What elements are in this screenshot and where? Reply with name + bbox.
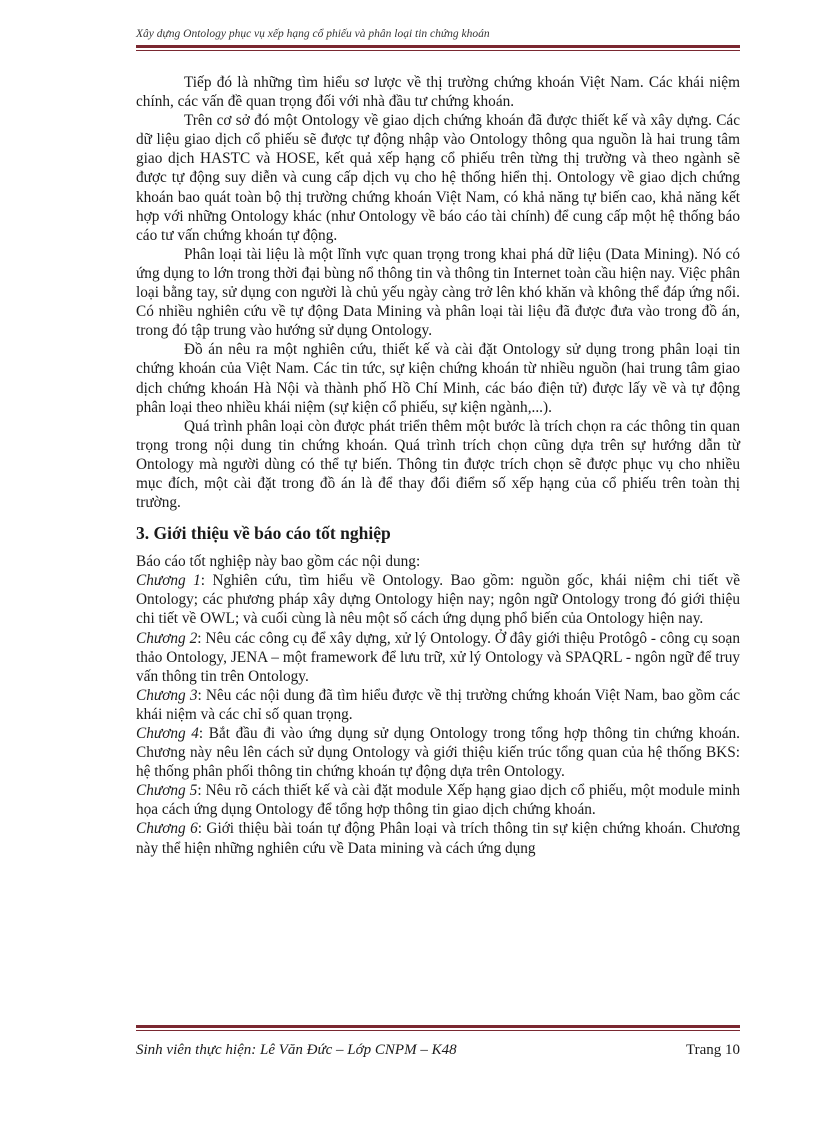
chapter-item: [136, 629, 740, 686]
chapter-text: : Nêu các công cụ để xây dựng, xử lý Ontology. Ở đây giới thiệu Protôgô - công cụ soạn thảo Ontology, JENA – một framework để lưu trữ, xử lý Ontology và SPAQRL - ngôn ngữ để truy vấn thông tin trên Ontology.: [136, 629, 740, 685]
paragraph: Tiếp đó là những tìm hiểu sơ lược về thị trường chứng khoán Việt Nam. Các khái niệm chính, các vấn đề quan trọng đối với nhà đầu tư chứng khoán.: [136, 74, 740, 111]
footer-author: Sinh viên thực hiện: Lê Văn Đức – Lớp CNPM – K48: [136, 1042, 457, 1058]
chapter-text: : Nghiên cứu, tìm hiểu về Ontology. Bao gồm: nguồn gốc, khái niệm chi tiết về Ontology; các phương pháp xây dựng Ontology hiện nay; ngôn ngữ Ontology trong đó giới thiệu chi tiết về OWL; và cuối cùng là nêu một số cách ứng dụng phổ biến của Ontology hiện nay.: [136, 572, 740, 628]
header-rule-thin: [136, 50, 740, 51]
paragraph: Quá trình phân loại còn được phát triển thêm một bước là trích chọn ra các thông tin quan trọng trong nội dung tin chứng khoán. Quá trình trích chọn cũng dựa trên sự hướng dẫn từ Ontology mà người dùng có thể tự biến. Thông tin được trích chọn sẽ được phục vụ cho nhiều mục đích, một cài đặt trong đồ án là để thay đổi điểm số xếp hạng của cổ phiếu trên toàn thị trường.: [136, 417, 740, 512]
page-body: [136, 73, 740, 858]
chapter-text: : Giới thiệu bài toán tự động Phân loại và trích thông tin sự kiện chứng khoán. Chương này thể hiện những nghiên cứu về Data mining và cách ứng dụng: [136, 820, 740, 857]
chapter-text: : Nêu các nội dung đã tìm hiểu được về thị trường chứng khoán Việt Nam, bao gồm các khái niệm và các chỉ số quan trọng.: [136, 686, 740, 723]
paragraph: Đồ án nêu ra một nghiên cứu, thiết kế và cài đặt Ontology sử dụng trong phân loại tin chứng khoán của Việt Nam. Các tin tức, sự kiện chứng khoán từ nhiều nguồn (hai trung tâm giao dịch chứng khoán Hà Nội và thành phố Hồ Chí Minh, các báo điện tử) được lấy về và tự động phân loại theo nhiều khái niệm (sự kiện cổ phiếu, sự kiện ngành,...).: [136, 341, 740, 416]
paragraph: Trên cơ sở đó một Ontology về giao dịch chứng khoán đã được thiết kế và xây dựng. Các dữ liệu giao dịch cổ phiếu sẽ được tự động nhập vào Ontology thông qua nguồn là hai trung tâm giao dịch HASTC và HOSE, kết quả xếp hạng cổ phiếu trên từng thị trường và theo ngành sẽ được tự động suy diễn và cung cấp dịch vụ cho hệ thống hiển thị. Ontology về giao dịch chứng khoán bao quát toàn bộ thị trường chứng khoán Việt Nam, có khả năng tự biến cao, khả năng kết hợp với những Ontology khác (như Ontology về báo cáo tài chính) để cung cấp một hệ thống báo cáo tư vấn chứng khoán tự động.: [136, 112, 740, 244]
paragraph: Phân loại tài liệu là một lĩnh vực quan trọng trong khai phá dữ liệu (Data Mining). Nó có ứng dụng to lớn trong thời đại bùng nổ thông tin và thông tin Internet toàn cầu hiện nay. Việc phân loại bằng tay, sử dụng con người là chủ yếu ngày càng trở lên khó khăn và không thể đáp ứng nổi. Có nhiều nghiên cứu về tự động Data Mining và phân loại tài liệu đã được đưa vào trong đồ án, trong đó tập trung vào hướng sử dụng Ontology.: [136, 245, 740, 340]
footer-rule: [136, 1025, 740, 1028]
footer-rule-thin: [136, 1030, 740, 1031]
page-footer: [136, 1042, 740, 1059]
section-heading: 3. Giới thiệu về báo cáo tốt nghiệp: [136, 523, 391, 544]
chapter-text: : Nêu rõ cách thiết kế và cài đặt module Xếp hạng giao dịch cổ phiếu, một module minh họa cách ứng dụng Ontology để tổng hợp thông tin giao dịch chứng khoán.: [136, 782, 740, 819]
chapter-label: Chương 1: [136, 572, 201, 590]
header-rule: [136, 45, 740, 48]
running-header: Xây dựng Ontology phục vụ xếp hạng cổ phiếu và phân loại tin chứng khoán: [136, 28, 490, 40]
chapter-item: [136, 724, 740, 781]
section-intro: Báo cáo tốt nghiệp này bao gồm các nội dung:: [136, 553, 421, 571]
chapter-item: [136, 781, 740, 819]
chapter-label: Chương 4: [136, 725, 199, 742]
chapter-item: [136, 819, 740, 857]
page-number: Trang 10: [685, 1042, 740, 1058]
chapter-item: [136, 686, 740, 724]
chapter-label: Chương 3: [136, 686, 198, 704]
chapter-item: [136, 571, 740, 628]
chapter-text: : Bắt đầu đi vào ứng dụng sử dụng Ontology trong tổng hợp thông tin chứng khoán. Chương này nêu lên cách sử dụng Ontology và giới thiệu kiến trúc tổng quan của hệ thống BKS: hệ thống phân phối thông tin chứng khoán tự động dựa trên Ontology.: [136, 725, 740, 781]
chapter-label: Chương 2: [136, 629, 198, 647]
chapter-label: Chương 5: [136, 782, 198, 800]
chapter-label: Chương 6: [136, 820, 198, 838]
